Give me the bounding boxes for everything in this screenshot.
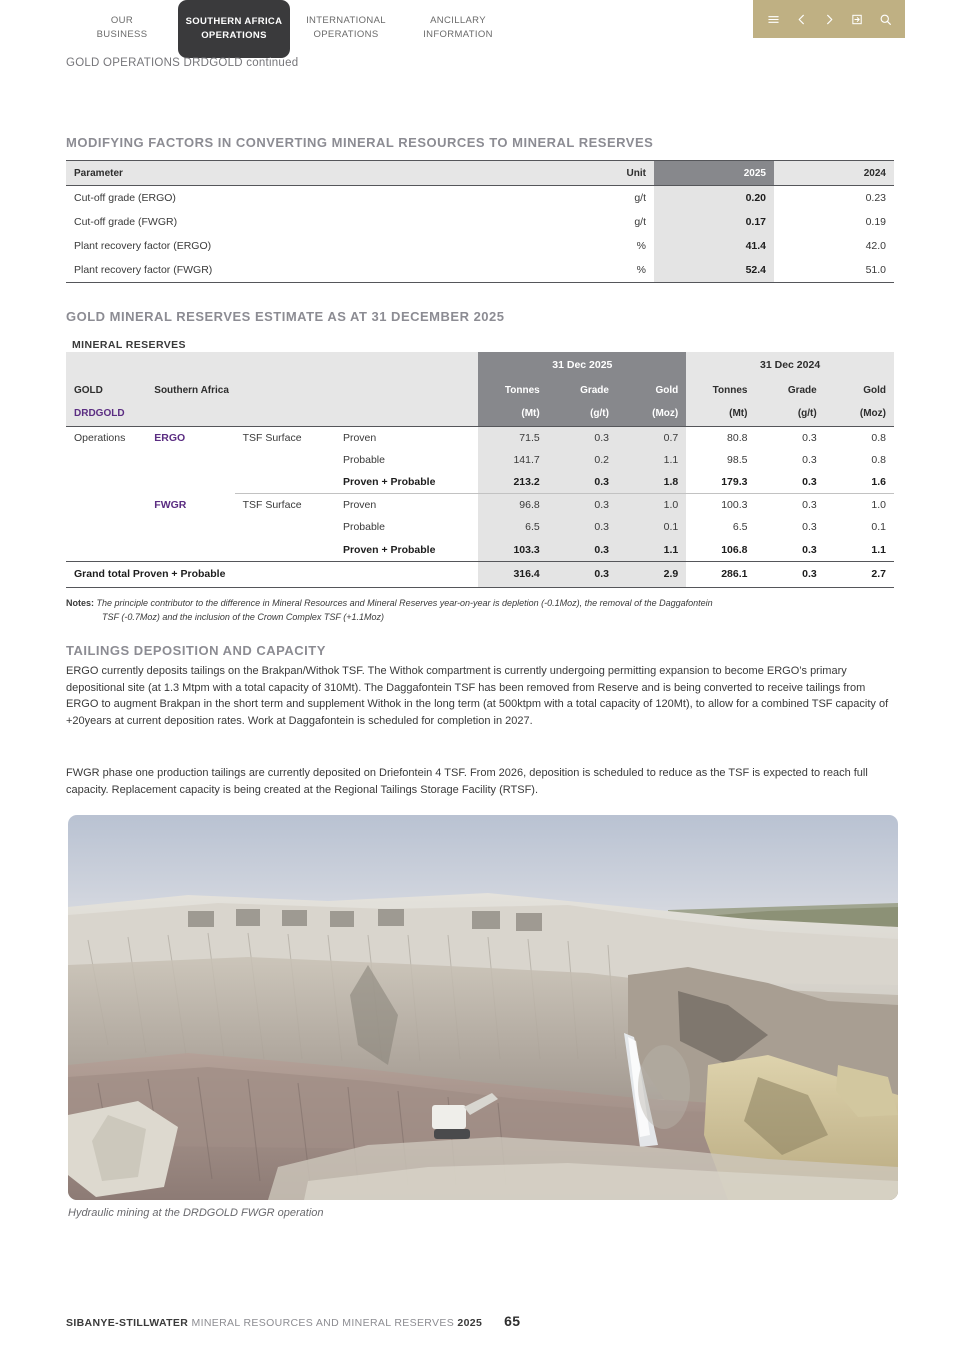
cell-2025: 0.17 — [654, 210, 774, 234]
header-tonnes-unit-2025: (Mt) — [478, 402, 547, 426]
cell-grade-2024: 0.3 — [802, 476, 817, 488]
cell-gold-2025: 0.7 — [617, 426, 686, 449]
cell-2025: 52.4 — [654, 258, 774, 283]
table-row — [66, 516, 894, 539]
top-navigation — [0, 0, 965, 58]
cell-gold-2024: 1.1 — [871, 543, 886, 556]
cell-gold-2025: 1.1 — [617, 539, 686, 562]
cell-tonnes-2024: 286.1 — [686, 561, 755, 587]
menu-icon[interactable] — [767, 13, 780, 26]
previous-page-icon[interactable] — [795, 13, 808, 26]
cell-tonnes-2025: 6.5 — [478, 516, 547, 539]
cell-group: Operations — [66, 426, 146, 449]
cell-parameter: Cut-off grade (FWGR) — [74, 216, 178, 228]
notes-line1: The principle contributor to the difference in Mineral Resources and Mineral Reserves year-on-year is depletion (-0.1Moz), the removal of the Daggafontein — [96, 598, 713, 608]
col-parameter: Parameter — [66, 161, 566, 186]
cell-gold-2025: 2.9 — [617, 561, 686, 587]
nav-tab-list — [66, 0, 514, 58]
cell-group — [66, 539, 146, 562]
cell-asset — [146, 516, 234, 539]
reader-toolbar — [753, 0, 905, 38]
table-row — [66, 449, 894, 472]
cell-category: Proven — [335, 426, 479, 449]
cell-grand-total-label: Grand total Proven + Probable — [66, 561, 478, 587]
nav-tab-line1: SOUTHERN AFRICA — [185, 16, 283, 27]
modifying-factors-table — [66, 160, 894, 283]
cell-grade-2025: 0.3 — [548, 426, 617, 449]
cell-gold-2025: 1.8 — [617, 471, 686, 494]
cell-group — [66, 494, 146, 517]
cell-gold-2024: 1.0 — [825, 494, 894, 517]
cell-tonnes-2024: 6.5 — [732, 521, 748, 534]
cell-tonnes-2025: 71.5 — [478, 426, 547, 449]
cell-grade-2024: 0.3 — [755, 561, 824, 587]
col-2024: 2024 — [774, 161, 894, 186]
notes-label: Notes: — [66, 598, 95, 608]
cell-tonnes-2025: 213.2 — [478, 471, 547, 494]
header-gold: GOLD — [66, 378, 146, 402]
footer-brand: SIBANYE-STILLWATER — [66, 1317, 189, 1329]
page-number: 65 — [504, 1313, 521, 1329]
nav-tab-line2: OPERATIONS — [201, 29, 267, 41]
cell-asset — [146, 471, 234, 494]
table-header-row — [66, 161, 894, 186]
cell-gold-2025: 0.1 — [617, 516, 686, 539]
table-row — [66, 258, 894, 283]
subheading-mineral-reserves: MINERAL RESERVES — [72, 339, 186, 351]
cell-group — [66, 449, 146, 472]
photo-illustration — [68, 815, 898, 1200]
cell-tonnes-2025: 141.7 — [478, 449, 547, 472]
cell-asset: FWGR — [154, 498, 187, 511]
cell-parameter: Plant recovery factor (FWGR) — [66, 258, 566, 283]
footer-year: 2025 — [457, 1317, 483, 1329]
cell-grade-2024: 0.3 — [802, 521, 817, 534]
table-row — [66, 234, 894, 258]
header-gold-2025: Gold — [617, 378, 686, 402]
nav-tab-line2: INFORMATION — [423, 28, 493, 40]
exit-icon[interactable] — [851, 13, 864, 26]
cell-source — [235, 516, 335, 539]
cell-category: Proven + Probable — [342, 476, 436, 488]
cell-asset — [146, 539, 234, 562]
cell-category: Proven — [335, 494, 479, 517]
cell-asset: ERGO — [146, 426, 234, 449]
cell-tonnes-2024: 100.3 — [686, 494, 755, 517]
table-header-columns — [66, 378, 894, 402]
header-tonnes-unit-2024: (Mt) — [686, 402, 755, 426]
table-row — [66, 210, 894, 234]
header-tonnes-2024: Tonnes — [686, 378, 755, 402]
header-gold-unit-2024: (Moz) — [825, 402, 894, 426]
cell-source — [235, 471, 335, 494]
cell-category: Probable — [342, 453, 385, 466]
col-unit: Unit — [566, 161, 654, 186]
cell-source: TSF Surface — [235, 494, 335, 517]
cell-source — [235, 449, 335, 472]
cell-parameter: Cut-off grade (ERGO) — [74, 192, 176, 204]
mineral-reserves-table — [66, 352, 894, 588]
cell-gold-2024: 1.6 — [871, 476, 886, 488]
cell-unit: g/t — [634, 192, 646, 204]
cell-2024: 42.0 — [865, 240, 886, 252]
table-row — [66, 426, 894, 449]
header-spacer — [66, 352, 478, 378]
table-row — [66, 186, 894, 211]
table-row-grand-total — [66, 561, 894, 587]
figure-caption: Hydraulic mining at the DRDGOLD FWGR operation — [68, 1207, 324, 1219]
nav-tab-line1: OUR — [110, 15, 134, 26]
nav-tab-our-business[interactable] — [66, 0, 178, 56]
nav-tab-international-operations[interactable] — [290, 0, 402, 56]
cell-2025: 0.20 — [654, 186, 774, 211]
cell-grade-2025: 0.3 — [548, 516, 617, 539]
col-2025: 2025 — [654, 161, 774, 186]
cell-tonnes-2024: 179.3 — [721, 476, 748, 488]
cell-2025: 41.4 — [654, 234, 774, 258]
header-grade-unit-2024: (g/t) — [755, 402, 824, 426]
nav-tab-line2: BUSINESS — [96, 28, 148, 40]
tailings-paragraph-2: FWGR phase one production tailings are currently deposited on Driefontein 4 TSF. From 2026, deposition is scheduled to reduce as the TSF is expected to reach full capacity. Replacement capacity is being created at the Regional Tailings Storage Facility (RTSF). — [66, 767, 868, 796]
cell-tonnes-2025: 316.4 — [478, 561, 547, 587]
cell-2024: 0.23 — [865, 192, 886, 204]
cell-grade-2025: 0.2 — [548, 449, 617, 472]
cell-tonnes-2025: 103.3 — [478, 539, 547, 562]
cell-category: Probable — [342, 521, 385, 534]
header-grade-unit-2025: (g/t) — [548, 402, 617, 426]
cell-grade-2025: 0.3 — [548, 561, 617, 587]
cell-grade-2024: 0.3 — [755, 426, 824, 449]
table-row-subtotal — [66, 539, 894, 562]
cell-source: TSF Surface — [235, 426, 335, 449]
cell-grade-2025: 0.3 — [548, 494, 617, 517]
search-icon[interactable] — [879, 13, 892, 26]
page-footer — [66, 1313, 520, 1329]
nav-tab-line1: INTERNATIONAL — [306, 15, 386, 26]
cell-group — [66, 471, 146, 494]
header-gold-unit-2025: (Moz) — [617, 402, 686, 426]
cell-group — [66, 516, 146, 539]
figure-hydraulic-mining-photo — [68, 815, 898, 1200]
cell-asset — [146, 449, 234, 472]
cell-category: Proven + Probable — [342, 543, 436, 556]
nav-tab-southern-africa-operations[interactable] — [178, 0, 290, 58]
cell-grade-2024: 0.3 — [755, 494, 824, 517]
cell-grade-2025: 0.3 — [548, 539, 617, 562]
cell-unit: % — [566, 258, 654, 283]
cell-gold-2025: 1.1 — [617, 449, 686, 472]
cell-grade-2024: 0.3 — [802, 453, 817, 466]
cell-parameter: Plant recovery factor (ERGO) — [74, 240, 212, 252]
cell-gold-2024: 0.8 — [825, 426, 894, 449]
header-grade-2025: Grade — [548, 378, 617, 402]
table-row — [66, 494, 894, 517]
notes-line2: TSF (-0.7Moz) and the inclusion of the Crown Complex TSF (+1.1Moz) — [102, 611, 385, 622]
table-header-units — [66, 402, 894, 426]
next-page-icon[interactable] — [823, 13, 836, 26]
header-region: Southern Africa — [146, 378, 478, 402]
header-tonnes-2025: Tonnes — [478, 378, 547, 402]
cell-gold-2025: 1.0 — [617, 494, 686, 517]
header-date-2024: 31 Dec 2024 — [686, 352, 894, 378]
header-date-2025: 31 Dec 2025 — [478, 352, 686, 378]
cell-grade-2024: 0.3 — [802, 543, 817, 556]
nav-tab-ancillary-information[interactable] — [402, 0, 514, 56]
table-notes — [66, 597, 896, 625]
cell-source — [235, 539, 335, 562]
nav-tab-line1: ANCILLARY — [430, 15, 486, 26]
cell-2024: 51.0 — [774, 258, 894, 283]
nav-tab-line2: OPERATIONS — [313, 28, 379, 40]
header-grade-2024: Grade — [755, 378, 824, 402]
cell-2024: 0.19 — [865, 216, 886, 228]
cell-tonnes-2024: 106.8 — [721, 543, 748, 556]
tailings-paragraph-1: ERGO currently deposits tailings on the Brakpan/Withok TSF. The Withok compartment is currently undergoing permitting expansion to become ERGO’s primary depositional site (at 1.3 Mtpm with a total capacity of 310Mt). The Daggafontein TSF has been removed from Reserve and is being converted to receive tailings from ERGO to augment Brakpan in the short term and supplement Withok in the long term (at 500ktpm with a total capacity of 120Mt), to allow for a combined TSF capacity of +20years at current deposition rates. Work at Daggafontein is scheduled for completion in 2027. — [66, 665, 889, 728]
cell-unit: g/t — [634, 216, 646, 228]
footer-title: MINERAL RESOURCES AND MINERAL RESERVES — [188, 1317, 458, 1329]
cell-unit: % — [636, 240, 646, 252]
header-units-spacer — [146, 402, 478, 426]
table-row-subtotal — [66, 471, 894, 494]
header-company: DRDGOLD — [66, 402, 146, 426]
table-header-dates — [66, 352, 894, 378]
header-gold-2024: Gold — [825, 378, 894, 402]
running-head: GOLD OPERATIONS DRDGOLD continued — [66, 57, 299, 69]
cell-tonnes-2024: 98.5 — [727, 453, 748, 466]
cell-gold-2024: 0.1 — [871, 521, 886, 534]
cell-gold-2024: 0.8 — [871, 453, 886, 466]
heading-modifying-factors: MODIFYING FACTORS IN CONVERTING MINERAL RESOURCES TO MINERAL RESERVES — [66, 135, 654, 150]
cell-tonnes-2024: 80.8 — [686, 426, 755, 449]
heading-reserves-estimate: GOLD MINERAL RESERVES ESTIMATE AS AT 31 DECEMBER 2025 — [66, 309, 505, 324]
heading-tailings: TAILINGS DEPOSITION AND CAPACITY — [66, 643, 326, 658]
cell-tonnes-2025: 96.8 — [478, 494, 547, 517]
cell-grade-2025: 0.3 — [548, 471, 617, 494]
cell-gold-2024: 2.7 — [825, 561, 894, 587]
